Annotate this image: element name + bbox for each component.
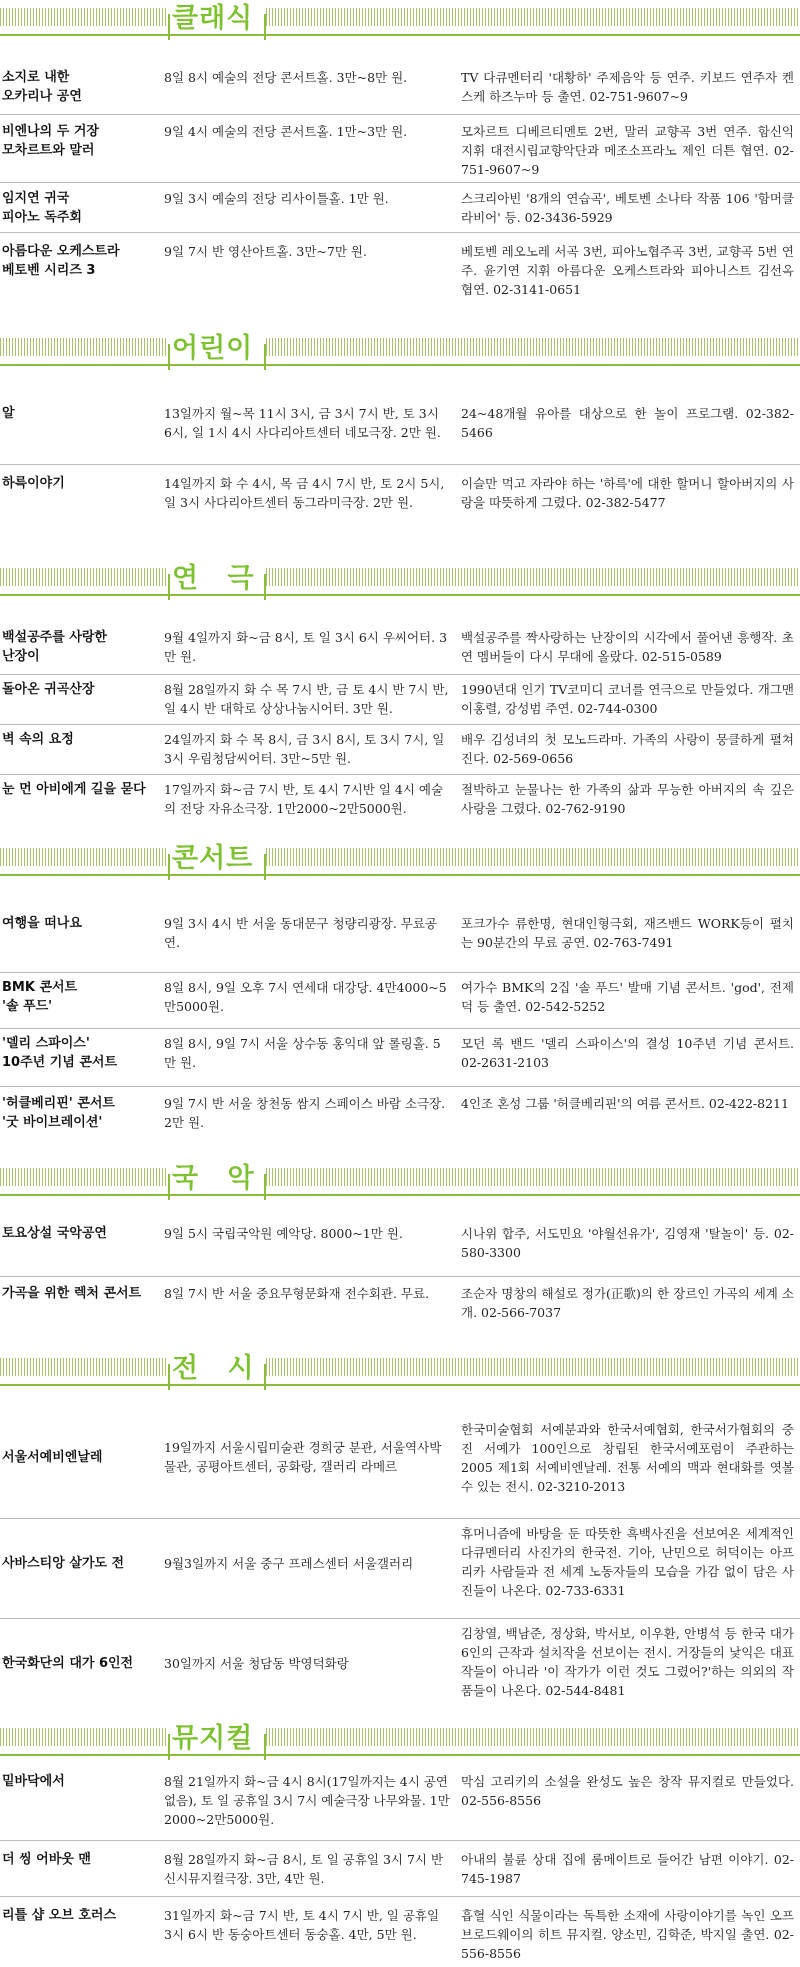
section-header (0, 560, 800, 604)
event-description: 4인조 혼성 그룹 '허클베리핀'의 여름 콘서트. 02-422-8211 (461, 1096, 789, 1111)
section-children (0, 330, 800, 560)
list-item (0, 1896, 800, 1966)
event-name: 알 (2, 406, 15, 421)
event-description: 스크리아빈 '8개의 연습곡', 베토벤 소나타 작품 106 '함머클라비어' 등. 02-3436-5929 (461, 191, 794, 225)
header-tick (264, 1734, 266, 1760)
event-schedule: 30일까지 서울 청담동 박영덕화랑 (164, 1656, 349, 1671)
event-name: 소지로 내한 오카리나 공연 (2, 70, 82, 104)
stripe-decoration (0, 1168, 168, 1186)
section-gugak (0, 1160, 800, 1350)
event-schedule: 19일까지 서울시립미술관 경희궁 분관, 서울역사박물관, 공평아트센터, 공화랑, 갤러리 라메르 (164, 1440, 442, 1474)
event-schedule: 8일 7시 반 서울 중요무형문화재 전수회관. 무료. (164, 1286, 430, 1301)
event-description: 24~48개월 유아를 대상으로 한 놀이 프로그램. 02-382-5466 (461, 406, 794, 440)
event-description: 백설공주를 짝사랑하는 난장이의 시각에서 풀어낸 흥행작. 초연 멤버들이 다시 무대에 올랐다. 02-515-0589 (461, 630, 794, 664)
event-description: 1990년대 인기 TV코미디 코너를 연극으로 만들었다. 개그맨 이홍렬, 강성범 주연. 02-744-0300 (461, 682, 794, 716)
event-description: 막심 고리키의 소설을 완성도 높은 창작 뮤지컬로 만들었다. 02-556-8556 (461, 1774, 794, 1808)
stripe-decoration (266, 848, 800, 866)
stripe-decoration (0, 8, 168, 26)
event-name: 비엔나의 두 거장 모차르트와 말러 (2, 124, 99, 158)
header-tick (168, 1734, 170, 1760)
header-tick (264, 344, 266, 370)
list-item (0, 62, 800, 115)
event-name: 백설공주를 사랑한 난장이 (2, 630, 107, 664)
event-name: 임지연 귀국 피아노 독주회 (2, 191, 82, 225)
section-exhibition (0, 1350, 800, 1720)
event-schedule: 14일까지 화 수 4시, 목 금 4시 7시 반, 토 2시 5시, 일 3시 사다리아트센터 동그라미극장. 2만 원. (164, 476, 445, 510)
list-item (0, 674, 800, 725)
header-tick (168, 1364, 170, 1390)
section-title: 국 악 (172, 1163, 264, 1194)
event-schedule: 9월 4일까지 화~금 8시, 토 일 3시 6시 우씨어터. 3만 원. (164, 630, 448, 664)
event-description: 모차르트 디베르티멘토 2번, 말러 교향곡 3번 연주. 함신익 지휘 대전시립교향악단과 메조소프라노 제인 더튼 협연. 02-751-9607~9 (461, 124, 794, 177)
event-description: TV 다큐멘터리 '대황하' 주제음악 등 연주. 키보드 연주자 켄스케 하즈누마 등 출연. 02-751-9607~9 (461, 70, 794, 104)
section-musical (0, 1720, 800, 1967)
list-item (0, 232, 800, 312)
stripe-decoration (0, 568, 168, 586)
header-tick (264, 574, 266, 600)
event-schedule: 9일 3시 4시 반 서울 동대문구 청량리광장. 무료공연. (164, 916, 437, 950)
event-description: 이슬만 먹고 자라야 하는 '하륵'에 대한 할머니 할아버지의 사랑을 따뜻하게 그렸다. 02-382-5477 (461, 476, 794, 510)
event-name: 눈 먼 아비에게 길을 묻다 (2, 782, 146, 797)
stripe-decoration (0, 848, 168, 866)
section-classic (0, 0, 800, 330)
event-schedule: 8월 28일까지 화 수 목 7시 반, 금 토 4시 반 7시 반, 일 4시 반 대학로 상상나눔시어터. 3만 원. (164, 682, 449, 716)
stripe-decoration (266, 338, 800, 356)
section-title: 전 시 (172, 1353, 264, 1384)
header-tick (264, 1364, 266, 1390)
header-tick (264, 14, 266, 40)
event-description: 휴머니즘에 바탕을 둔 따뜻한 흑백사진을 선보여온 세계적인 다큐멘터리 사진가의 한국전. 기아, 난민으로 허덕이는 아프리카 사람들과 전 세계 노동자들의 모습을 가감 없이 담은 사진들이 나온다. 02-733-6331 (461, 1526, 794, 1598)
header-rule (0, 1384, 800, 1386)
header-rule (0, 34, 800, 36)
event-schedule: 9월3일까지 서울 중구 프레스센터 서울갤러리 (164, 1556, 414, 1571)
list-item (0, 114, 800, 183)
section-title: 연 극 (172, 563, 264, 594)
header-tick (264, 1174, 266, 1200)
stripe-decoration (266, 1168, 800, 1186)
event-schedule: 31일까지 화~금 7시 반, 토 4시 7시 반, 일 공휴일 3시 6시 반 동숭아트센터 동숭홀. 4만, 5만 원. (164, 1908, 440, 1942)
list-item (0, 1418, 800, 1519)
section-header (0, 330, 800, 374)
event-schedule: 8일 8시 예술의 전당 콘서트홀. 3만~8만 원. (164, 70, 408, 85)
event-schedule: 8월 28일까지 화~금 8시, 토 일 공휴일 3시 7시 반 신시뮤지컬극장. 3만, 4만 원. (164, 1852, 444, 1886)
event-name: 더 씽 어바웃 맨 (2, 1852, 91, 1867)
section-header (0, 1350, 800, 1394)
event-description: 한국미술협회 서예분과와 한국서예협회, 한국서가협회의 중진 서예가 100인으로 창립된 한국서예포럼이 주관하는 2005 제1회 서예비엔날레. 전통 서예의 맥과 현대화를 엿볼 수 있는 전시. 02-3210-2013 (461, 1422, 794, 1494)
header-rule (0, 364, 800, 366)
event-description: 절박하고 눈물나는 한 가족의 삶과 무능한 아버지의 속 깊은 사랑을 그렸다. 02-762-9190 (461, 782, 794, 816)
list-item (0, 1086, 800, 1148)
event-schedule: 8일 8시, 9일 7시 서울 상수동 홍익대 앞 롤링홀. 5만 원. (164, 1036, 441, 1070)
event-name: 한국화단의 대가 6인전 (2, 1656, 134, 1671)
event-name: '허클베리핀' 콘서트 '굿 바이브레이션' (2, 1096, 115, 1130)
list-item (0, 906, 800, 973)
section-header (0, 1720, 800, 1764)
event-schedule: 9일 5시 국립국악원 예악당. 8000~1만 원. (164, 1226, 403, 1241)
event-description: 아내의 불륜 상대 집에 룸메이트로 들어간 남편 이야기. 02-745-1987 (461, 1852, 794, 1886)
section-concert (0, 840, 800, 1160)
event-description: 조순자 명창의 해설로 정가(正歌)의 한 장르인 가곡의 세계 소개. 02-566-7037 (461, 1286, 794, 1320)
list-item (0, 1028, 800, 1087)
event-name: 하륵이야기 (2, 476, 65, 491)
stripe-decoration (0, 1358, 168, 1376)
list-item (0, 182, 800, 233)
event-schedule: 24일까지 화 수 목 8시, 금 3시 8시, 토 3시 7시, 일 3시 우림청담씨어터. 3만~5만 원. (164, 732, 445, 766)
event-schedule: 8월 21일까지 화~금 4시 8시(17일까지는 4시 공연 없음), 토 일 공휴일 3시 7시 예술극장 나무와물. 1만2000~2만5000원. (164, 1774, 450, 1827)
event-description: 흡혈 식인 식물이라는 독특한 소재에 사랑이야기를 녹인 오프브로드웨이의 히트 뮤지컬. 양소민, 김학준, 박지일 출연. 02-556-8556 (461, 1908, 794, 1961)
event-name: 서울서예비엔날레 (2, 1450, 103, 1465)
header-tick (168, 344, 170, 370)
event-schedule: 17일까지 화~금 7시 반, 토 4시 7시반 일 4시 예술의 전당 자유소극장. 1만2000~2만5000원. (164, 782, 444, 816)
event-name: BMK 콘서트 '솔 푸드' (2, 980, 78, 1014)
event-name: 아름다운 오케스트라 베토벤 시리즈 3 (2, 244, 120, 278)
list-item (0, 622, 800, 675)
event-name: 가곡을 위한 렉처 콘서트 (2, 1286, 142, 1301)
list-item (0, 774, 800, 830)
header-rule (0, 1194, 800, 1196)
stripe-decoration (266, 568, 800, 586)
event-name: 사바스티앙 살가도 전 (2, 1556, 125, 1571)
header-tick (168, 854, 170, 880)
section-title: 어린이 (172, 333, 254, 364)
event-name: '델리 스파이스' 10주년 기념 콘서트 (2, 1036, 118, 1070)
event-description: 모던 록 밴드 '델리 스파이스'의 결성 10주년 기념 콘서트. 02-2631-2103 (461, 1036, 794, 1070)
header-tick (168, 1174, 170, 1200)
event-name: 토요상설 국악공연 (2, 1226, 107, 1241)
event-description: 시나위 합주, 서도민요 '야월선유가', 김영재 '탈놀이' 등. 02-580-3300 (461, 1226, 794, 1260)
list-item (0, 972, 800, 1029)
list-item (0, 1840, 800, 1897)
section-theater (0, 560, 800, 840)
stripe-decoration (266, 1358, 800, 1376)
event-description: 포크가수 류한명, 현대인형극회, 재즈밴드 WORK등이 펼치는 90분간의 무료 공연. 02-763-7491 (461, 916, 794, 950)
section-title: 클래식 (172, 3, 254, 34)
event-description: 여가수 BMK의 2집 '솔 푸드' 발매 기념 콘서트. 'god', 전제덕 등 출연. 02-542-5252 (461, 980, 794, 1014)
event-schedule: 9일 4시 예술의 전당 콘서트홀. 1만~3만 원. (164, 124, 408, 139)
event-description: 김창열, 백남준, 정상화, 박서보, 이우환, 안병석 등 한국 대가 6인의 근작과 설치작을 선보이는 전시. 거장들의 낯익은 대표작들이 아니라 '이 작가가 이런 것도 그렸어?'하는 의외의 작품들이 나온다. 02-544-8481 (461, 1626, 794, 1698)
stripe-decoration (266, 8, 800, 26)
event-schedule: 13일까지 월~목 11시 3시, 금 3시 7시 반, 토 3시 6시, 일 1시 4시 사다리아트센터 네모극장. 2만 원. (164, 406, 441, 440)
list-item (0, 1276, 800, 1338)
list-item (0, 1518, 800, 1619)
header-rule (0, 874, 800, 876)
event-schedule: 8일 8시, 9일 오후 7시 연세대 대강당. 4만4000~5만5000원. (164, 980, 447, 1014)
event-name: 리틀 샵 오브 호러스 (2, 1908, 117, 1923)
header-tick (264, 854, 266, 880)
event-name: 밑바닥에서 (2, 1774, 65, 1789)
event-description: 배우 김성녀의 첫 모노드라마. 가족의 사랑이 뭉클하게 펼쳐진다. 02-569-0656 (461, 732, 794, 766)
section-header (0, 1160, 800, 1204)
header-rule (0, 1754, 800, 1756)
stripe-decoration (0, 338, 168, 356)
list-item (0, 464, 800, 536)
header-rule (0, 594, 800, 596)
section-title: 콘서트 (172, 843, 254, 874)
section-title: 뮤지컬 (172, 1723, 254, 1754)
event-description: 베토벤 레오노레 서곡 3번, 피아노협주곡 3번, 교향곡 5번 연주. 윤기연 지휘 아름다운 오케스트라와 피아니스트 김선옥 협연. 02-3141-0651 (461, 244, 794, 297)
event-name: 여행을 떠나요 (2, 916, 82, 931)
header-tick (168, 574, 170, 600)
event-name: 벽 속의 요정 (2, 732, 74, 747)
event-schedule: 9일 3시 예술의 전당 리사이틀홀. 1만 원. (164, 191, 389, 206)
section-header (0, 0, 800, 44)
stripe-decoration (266, 1728, 800, 1746)
list-item (0, 1618, 800, 1714)
stripe-decoration (0, 1728, 168, 1746)
list-item (0, 724, 800, 775)
list-item (0, 1218, 800, 1277)
section-header (0, 840, 800, 884)
list-item (0, 1768, 800, 1841)
header-tick (168, 14, 170, 40)
event-schedule: 9일 7시 반 서울 창천동 쌈지 스페이스 바람 소극장. 2만 원. (164, 1096, 446, 1130)
event-schedule: 9일 7시 반 영산아트홀. 3만~7만 원. (164, 244, 367, 259)
list-item (0, 396, 800, 465)
event-name: 돌아온 귀곡산장 (2, 682, 95, 697)
